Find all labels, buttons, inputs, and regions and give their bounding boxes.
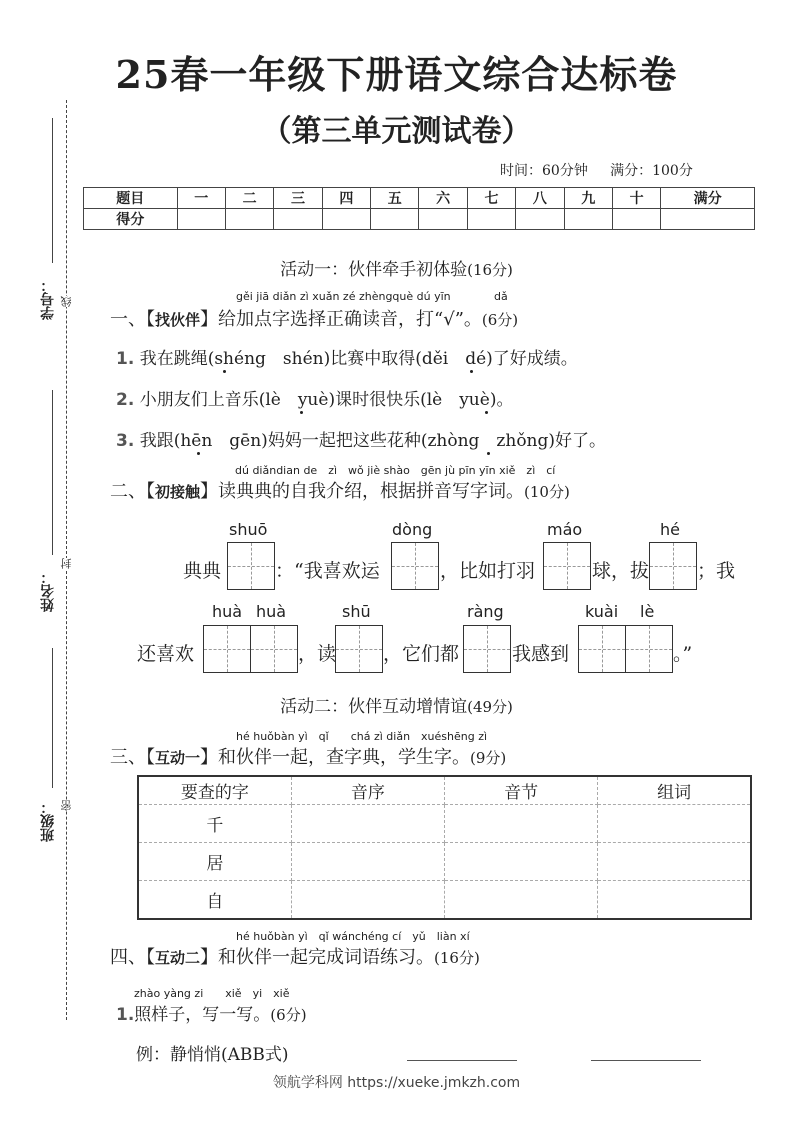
- q4-tag: 互动二: [155, 949, 201, 967]
- binding-mark-feng: 封: [60, 558, 73, 569]
- score-cell: 五: [371, 188, 419, 209]
- table-row: [138, 881, 751, 920]
- q1-item: [116, 426, 606, 451]
- q3-points: (9分): [470, 749, 507, 767]
- q1-item-text: 我跟(hēn gēn)妈妈一起把这些花种(zhòng zhǒng)好了。: [139, 431, 607, 451]
- student-id-label: 学号：: [40, 278, 56, 320]
- page-title: 25春一年级下册语文综合达标卷: [115, 52, 678, 97]
- activity-two-heading: [0, 692, 793, 717]
- answer-line[interactable]: [591, 1060, 701, 1061]
- dictionary-table: [137, 775, 752, 920]
- answer-line[interactable]: [407, 1060, 517, 1061]
- answer-cell[interactable]: [598, 843, 751, 881]
- q2-pinyin: dú diǎndian de zì wǒ jiè shào gēn jù pīn yīn xiě zì cí: [235, 464, 556, 477]
- dictionary-char: 自: [138, 881, 291, 920]
- sentence-text: 。”: [673, 643, 693, 665]
- q1-item-number: 2.: [116, 390, 135, 410]
- writing-box[interactable]: [250, 625, 298, 673]
- score-cell: 四: [322, 188, 370, 209]
- q1-tag: 找伙伴: [155, 311, 201, 329]
- q2-heading: [110, 477, 570, 503]
- q4-sub-pinyin: zhào yàng zi xiě yi xiě: [134, 987, 290, 1000]
- q4-subquestion: [116, 1000, 307, 1025]
- activity-two-points: (49分): [467, 698, 513, 716]
- student-id-blank[interactable]: [52, 118, 53, 263]
- sentence-text: ，读: [298, 643, 337, 665]
- answer-cell[interactable]: [598, 881, 751, 920]
- score-table-header-row: [84, 188, 755, 209]
- q1-heading: [110, 305, 518, 331]
- name-blank[interactable]: [52, 390, 53, 555]
- q1-text-a: 】给加点字选择正确读音，打“: [200, 309, 444, 330]
- q2-prefix: 二、【: [110, 481, 155, 502]
- score-cell: 六: [419, 188, 467, 209]
- writing-box[interactable]: [625, 625, 673, 673]
- box-pinyin: lè: [640, 602, 655, 621]
- table-row: [138, 843, 751, 881]
- answer-cell[interactable]: [598, 805, 751, 843]
- emphasis-dot: [470, 370, 473, 373]
- box-pinyin: huà: [256, 602, 287, 621]
- score-blank[interactable]: [419, 209, 467, 230]
- emphasis-dot: [223, 370, 226, 373]
- answer-cell[interactable]: [291, 843, 444, 881]
- box-pinyin: ràng: [467, 602, 504, 621]
- exam-meta: [500, 160, 693, 180]
- answer-cell[interactable]: [291, 881, 444, 920]
- binding-mark-mi: 密: [60, 800, 73, 811]
- q1-pinyin: gěi jiā diǎn zì xuǎn zé zhèngquè dú yīn: [236, 290, 451, 303]
- box-pinyin: kuài: [585, 602, 619, 621]
- sentence-text: ，比如打羽: [440, 560, 536, 582]
- score-blank[interactable]: [564, 209, 612, 230]
- writing-box[interactable]: [463, 625, 511, 673]
- sentence-text: ：“我喜欢运: [275, 560, 380, 582]
- sentence-text: ；我: [697, 560, 736, 582]
- score-table: [83, 187, 755, 230]
- dictionary-header: 音序: [291, 776, 444, 805]
- score-blank[interactable]: [177, 209, 225, 230]
- score-cell: 十: [612, 188, 660, 209]
- q4-sub-points: (6分): [270, 1006, 307, 1024]
- q1-item-number: 3.: [116, 431, 135, 451]
- score-cell: 七: [467, 188, 515, 209]
- writing-box[interactable]: [203, 625, 251, 673]
- q4-prefix: 四、【: [110, 947, 155, 968]
- dictionary-header: 音节: [445, 776, 598, 805]
- q3-heading: [110, 743, 506, 769]
- table-row: [138, 805, 751, 843]
- page-subtitle: （第三单元测试卷）: [261, 114, 532, 149]
- q4-pinyin: hé huǒbàn yì qǐ wánchéng cí yǔ liàn xí: [236, 930, 470, 943]
- time-label: 时间：60分钟: [500, 163, 588, 179]
- q4-sub-number: 1.: [116, 1005, 135, 1025]
- answer-cell[interactable]: [445, 805, 598, 843]
- name-label: 姓名：: [40, 570, 56, 612]
- q3-tag: 互动一: [155, 749, 201, 767]
- score-table-score-row: [84, 209, 755, 230]
- dictionary-char: 居: [138, 843, 291, 881]
- q1-prefix: 一、【: [110, 309, 155, 330]
- q4-sub-text: 照样子，写一写。: [134, 1005, 271, 1025]
- writing-box[interactable]: [578, 625, 626, 673]
- activity-two-title: 活动二：伙伴互动增情谊: [280, 697, 468, 717]
- q1-item: [116, 344, 578, 369]
- q4-points: (16分): [434, 949, 480, 967]
- q1-item-text: 我在跳绳(shéng shén)比赛中取得(děi dé)了好成绩。: [139, 349, 578, 369]
- score-cell: 题目: [84, 188, 178, 209]
- q2-points: (10分): [524, 483, 570, 501]
- activity-one-heading: [0, 255, 793, 280]
- score-cell: 一: [177, 188, 225, 209]
- q1-points: (6分): [481, 311, 519, 329]
- emphasis-dot: [487, 452, 490, 455]
- sentence-text: 还喜欢: [137, 643, 195, 665]
- q3-prefix: 三、【: [110, 747, 155, 768]
- full-score-label: 满分：100分: [610, 163, 693, 179]
- class-blank[interactable]: [52, 648, 53, 788]
- score-blank[interactable]: [371, 209, 419, 230]
- class-label: 班级：: [40, 800, 56, 842]
- q1-pinyin-da: dǎ: [494, 290, 508, 303]
- sentence-text: 我感到: [512, 643, 570, 665]
- q1-text-b: ”。: [454, 309, 482, 330]
- box-pinyin: dòng: [392, 520, 433, 539]
- score-row-label: 得分: [84, 209, 178, 230]
- writing-box[interactable]: [227, 542, 275, 590]
- box-pinyin: huà: [212, 602, 243, 621]
- q3-pinyin: hé huǒbàn yì qǐ chá zì diǎn xuéshēng zì: [236, 730, 488, 743]
- q1-item: [116, 385, 513, 410]
- answer-cell[interactable]: [291, 805, 444, 843]
- activity-one-points: (16分): [467, 261, 513, 279]
- q4-heading: [110, 943, 480, 969]
- box-pinyin: shuō: [229, 520, 268, 539]
- score-blank[interactable]: [612, 209, 660, 230]
- sentence-text: 典典: [183, 560, 222, 582]
- score-blank[interactable]: [225, 209, 273, 230]
- answer-cell[interactable]: [445, 843, 598, 881]
- emphasis-dot: [197, 452, 200, 455]
- q1-item-text: 小朋友们上音乐(lè yuè)课时很快乐(lè yuè)。: [139, 390, 514, 410]
- writing-box[interactable]: [649, 542, 697, 590]
- score-blank[interactable]: [322, 209, 370, 230]
- emphasis-dot: [300, 411, 303, 414]
- q2-text: 】读典典的自我介绍，根据拼音写字词。: [200, 481, 525, 502]
- writing-box[interactable]: [335, 625, 383, 673]
- emphasis-dot: [485, 411, 488, 414]
- score-blank[interactable]: [274, 209, 322, 230]
- dictionary-header-row: [138, 776, 751, 805]
- sentence-text: ，它们都: [383, 643, 460, 665]
- writing-box[interactable]: [391, 542, 439, 590]
- score-cell: 满分: [661, 188, 755, 209]
- writing-box[interactable]: [543, 542, 591, 590]
- score-blank[interactable]: [467, 209, 515, 230]
- score-cell: 八: [516, 188, 564, 209]
- q3-text: 】和伙伴一起，查字典，学生字。: [200, 747, 471, 768]
- q1-check: √: [443, 309, 455, 330]
- score-blank[interactable]: [516, 209, 564, 230]
- q4-text: 】和伙伴一起完成词语练习。: [200, 947, 435, 968]
- dictionary-header: 要查的字: [138, 776, 291, 805]
- box-pinyin: máo: [547, 520, 583, 539]
- q4-example: 例：静悄悄(ABB式): [136, 1045, 289, 1065]
- footer-watermark: 领航学科网 https://xueke.jmkzh.com: [272, 1075, 521, 1091]
- answer-cell[interactable]: [445, 881, 598, 920]
- box-pinyin: hé: [660, 520, 680, 539]
- sentence-text: 球，拔: [592, 560, 650, 582]
- score-cell: 二: [225, 188, 273, 209]
- score-cell: 九: [564, 188, 612, 209]
- binding-mark-xian: 线: [60, 296, 73, 307]
- q1-item-number: 1.: [116, 349, 135, 369]
- score-blank[interactable]: [661, 209, 755, 230]
- dictionary-header: 组词: [598, 776, 751, 805]
- score-cell: 三: [274, 188, 322, 209]
- q2-tag: 初接触: [155, 483, 201, 501]
- box-pinyin: shū: [342, 602, 371, 621]
- dictionary-char: 千: [138, 805, 291, 843]
- activity-one-title: 活动一：伙伴牵手初体验: [280, 260, 468, 280]
